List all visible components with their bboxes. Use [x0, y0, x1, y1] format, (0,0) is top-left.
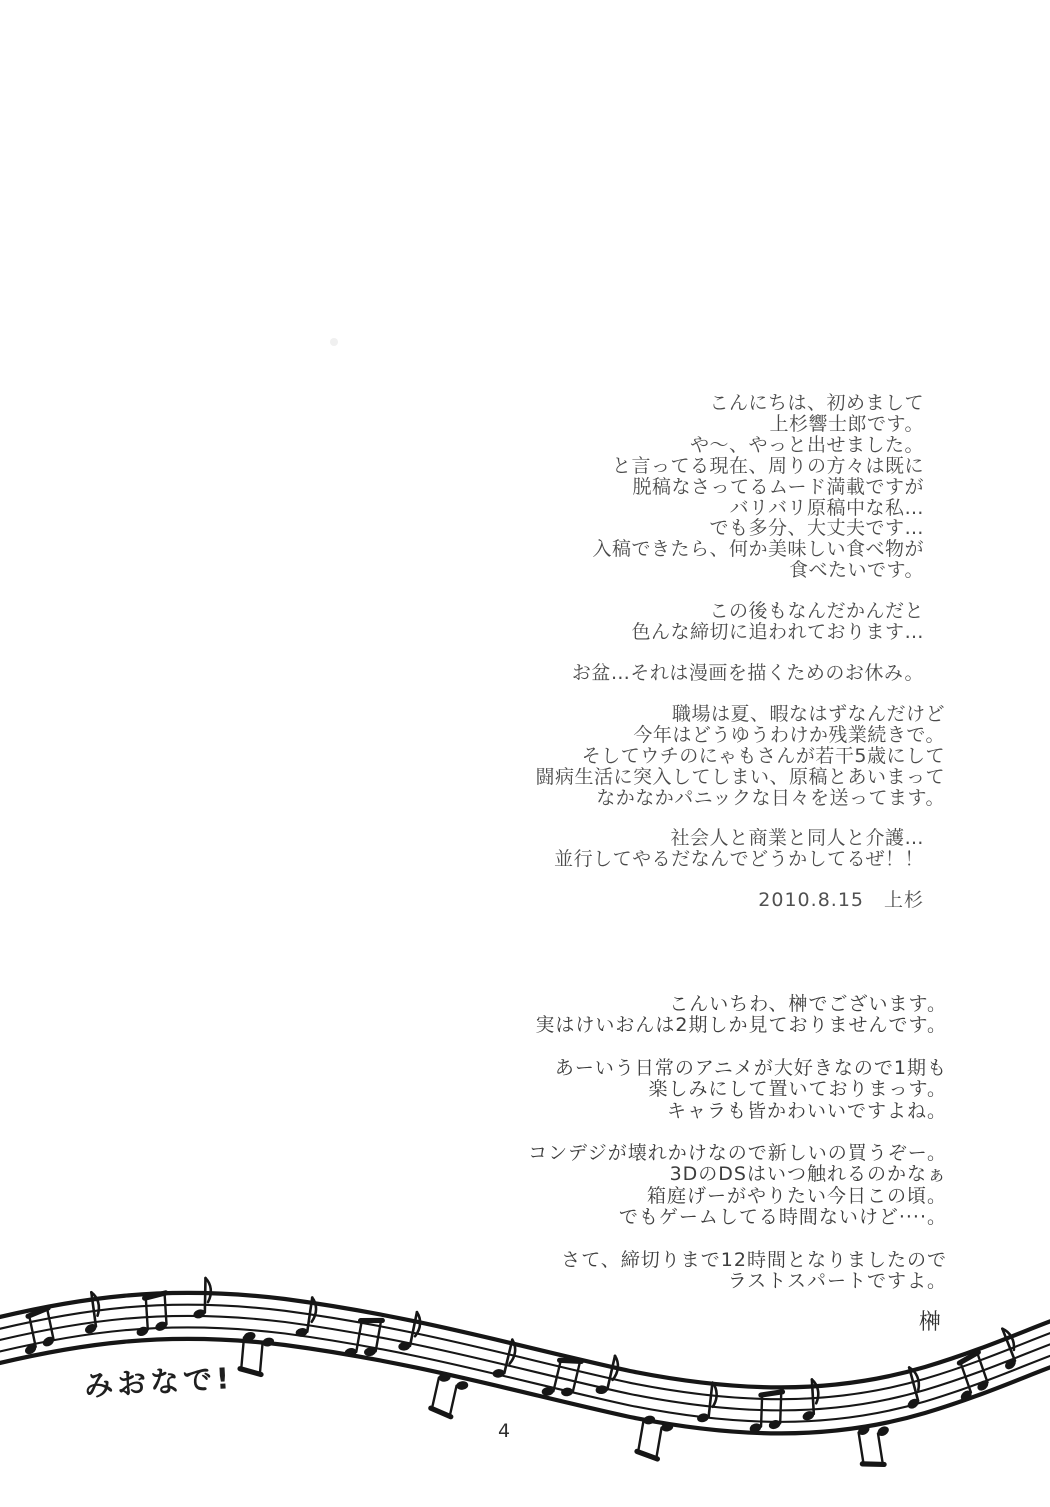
text-line: コンデジが壊れかけなので新しいの買うぞー。 [528, 1142, 947, 1165]
text-line: 職場は夏、暇なはずなんだけど [671, 702, 945, 725]
sakaki-signature: 榊 [918, 1310, 942, 1335]
text-line: でもゲームしてる時間ないけど····。 [618, 1206, 947, 1229]
uesugi-paragraph-1 [535, 393, 924, 581]
text-line: と言ってる現在、周りの方々は既に [611, 454, 924, 477]
uesugi-paragraph-3 [535, 663, 924, 684]
text-line: 食べたいです。 [789, 559, 924, 582]
text-line: なかなかパニックな日々を送ってます。 [596, 786, 945, 809]
sakaki-paragraph-1 [528, 994, 947, 1037]
scan-smudge [330, 338, 338, 346]
uesugi-paragraph-5 [535, 828, 924, 870]
text-line: キャラも皆かわいいですよね。 [666, 1099, 947, 1122]
text-line: 色んな締切に追われております… [631, 621, 924, 644]
text-line: でも多分、大丈夫です… [709, 517, 924, 540]
sakaki-paragraph-3 [528, 1143, 947, 1229]
text-line: 3DのDSはいつ触れるのかなぁ [669, 1163, 947, 1186]
footer-caption: みおなで! [83, 1361, 235, 1403]
music-note-icon [748, 1391, 783, 1435]
uesugi-paragraph-4 [535, 704, 945, 809]
text-line: 今年はどうゆうわけか残業続きで。 [633, 723, 945, 746]
text-line: や〜、やっと出せました。 [689, 433, 924, 456]
music-note-icon [239, 1330, 276, 1376]
uesugi-date-signature: 2010.8.15 上杉 [758, 889, 924, 912]
text-line: お盆…それは漫画を描くためのお休み。 [571, 661, 924, 684]
text-line: 箱庭げーがやりたい今日この頃。 [646, 1184, 947, 1207]
music-note-icon [192, 1278, 211, 1320]
afterword-sakaki [528, 994, 947, 1313]
text-line: あーいう日常のアニメが大好きなので1期も [554, 1056, 947, 1079]
text-line: 闘病生活に突入してしまい、原稿とあいまって [535, 765, 945, 788]
uesugi-paragraph-2 [535, 601, 924, 643]
text-line: そしてウチのにゃもさんが若干5歳にして [581, 744, 945, 767]
text-line: こんにちは、初めまして [709, 392, 924, 414]
text-line: この後もなんだかんだと [709, 600, 924, 623]
text-line: ラストスパートですよ。 [727, 1270, 947, 1293]
music-note-icon [947, 1352, 993, 1404]
text-line: 社会人と商業と同人と介護… [670, 827, 924, 850]
text-line: 脱稿なさってるムード満載ですが [632, 475, 924, 498]
text-line: バリバリ原稿中な私… [729, 496, 924, 519]
afterword-uesugi [535, 392, 945, 912]
page-number: 4 [498, 1420, 511, 1442]
text-line: こんいちわ、榊でございます。 [669, 993, 947, 1015]
text-line: さて、締切りまで12時間となりましたので [561, 1248, 947, 1271]
text-line: 楽しみにして置いておりまっす。 [648, 1078, 947, 1101]
text-line: 実はけいおんは2期しか見ておりませんです。 [535, 1014, 947, 1037]
text-line: 上杉響士郎です。 [769, 412, 924, 435]
text-line: 並行してやるだなんでどうかしてるぜ！！ [554, 848, 924, 871]
music-note-icon [856, 1420, 896, 1468]
sakaki-paragraph-2 [528, 1058, 947, 1122]
text-line: 入稿できたら、何か美味しい食べ物が [592, 538, 924, 561]
